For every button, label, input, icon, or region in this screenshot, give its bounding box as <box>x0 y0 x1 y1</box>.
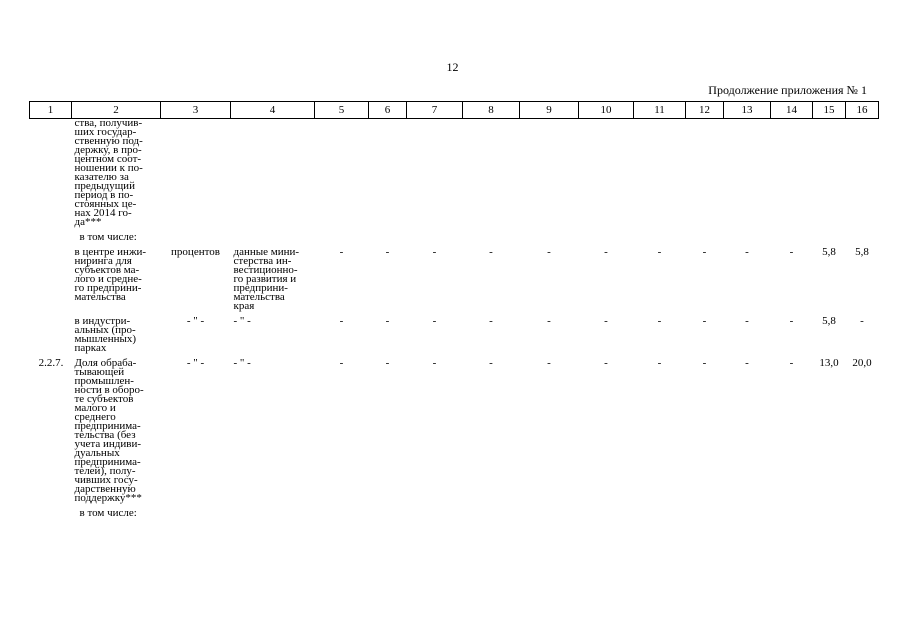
value-cell-8-text: - <box>489 315 493 327</box>
column-header-9: 9 <box>520 102 579 119</box>
value-cell-14 <box>771 248 813 311</box>
value-cell-11 <box>634 248 686 311</box>
column-header-5: 5 <box>315 102 369 119</box>
value-cell-10 <box>579 509 634 518</box>
value-cell-9 <box>520 509 579 518</box>
value-cell-5 <box>315 359 369 503</box>
value-cell-13-text: - <box>745 315 749 327</box>
source-cell-text: - " - <box>233 315 251 327</box>
value-cell-7-text: - <box>432 246 437 258</box>
value-cell-15-text: 5,8 <box>822 246 836 258</box>
value-cell-9 <box>520 359 579 503</box>
value-cell-7 <box>407 317 463 353</box>
value-cell-8 <box>463 233 520 242</box>
value-cell-13 <box>724 359 771 503</box>
value-cell-15 <box>813 119 846 228</box>
column-header-2: 2 <box>72 102 161 119</box>
value-cell-16 <box>846 509 879 518</box>
value-cell-15-text: 5,8 <box>822 315 836 327</box>
value-cell-12-text: - <box>702 357 707 369</box>
indicator-name-text: в индустри- альных (про- мышленных) парках <box>74 315 137 354</box>
value-cell-15 <box>813 248 846 311</box>
value-cell-5-text: - <box>339 246 344 258</box>
value-cell-11-text: - <box>657 246 662 258</box>
value-cell-14 <box>771 233 813 242</box>
indicator-name <box>72 233 161 242</box>
column-header-8: 8 <box>463 102 520 119</box>
value-cell-6-text: - <box>385 246 390 258</box>
value-cell-14-text: - <box>789 315 794 327</box>
value-cell-7 <box>407 233 463 242</box>
continuation-caption: Продолжение приложения № 1 <box>708 83 867 97</box>
unit-cell-text: - " - <box>186 357 205 369</box>
value-cell-9 <box>520 248 579 311</box>
value-cell-5-text: - <box>339 315 344 327</box>
value-cell-14 <box>771 359 813 503</box>
value-cell-10 <box>579 119 634 228</box>
value-cell-12 <box>686 233 724 242</box>
row-number <box>30 248 72 311</box>
value-cell-12-text: - <box>702 315 707 327</box>
source-cell <box>231 233 315 242</box>
source-cell <box>231 119 315 228</box>
source-cell <box>231 359 315 503</box>
source-cell <box>231 317 315 353</box>
value-cell-6-text: - <box>385 315 390 327</box>
row-number <box>30 233 72 242</box>
value-cell-11 <box>634 359 686 503</box>
value-cell-10-text: - <box>604 357 608 369</box>
value-cell-5 <box>315 233 369 242</box>
value-cell-16 <box>846 233 879 242</box>
value-cell-8-text: - <box>489 246 493 258</box>
value-cell-16 <box>846 248 879 311</box>
value-cell-15-text: 13,0 <box>819 357 839 369</box>
unit-cell-text: процентов <box>171 246 220 258</box>
value-cell-15 <box>813 359 846 503</box>
value-cell-11-text: - <box>657 315 662 327</box>
source-cell <box>231 509 315 518</box>
column-header-1: 1 <box>30 102 72 119</box>
value-cell-9-text: - <box>547 246 551 258</box>
column-number-row <box>30 102 879 119</box>
value-cell-16 <box>846 317 879 353</box>
indicator-name <box>72 248 161 311</box>
value-cell-6 <box>369 119 407 228</box>
value-cell-7 <box>407 119 463 228</box>
value-cell-9-text: - <box>547 357 551 369</box>
indicator-name <box>72 359 161 503</box>
column-header-3: 3 <box>161 102 231 119</box>
indicator-name <box>72 509 161 518</box>
indicator-name-text: в том числе: <box>79 231 137 243</box>
value-cell-15 <box>813 317 846 353</box>
value-cell-11-text: - <box>657 357 662 369</box>
column-header-7: 7 <box>407 102 463 119</box>
value-cell-14 <box>771 119 813 228</box>
value-cell-9 <box>520 119 579 228</box>
unit-cell <box>161 248 231 311</box>
value-cell-7 <box>407 248 463 311</box>
value-cell-11 <box>634 317 686 353</box>
value-cell-10 <box>579 248 634 311</box>
indicator-name-text: Доля обраба- тывающей промышлен- ности в оборо- те субъектов малого и среднего предпринима- тельства (без учета индиви- дуальных предпринима- телей), полу- чивших госу- дарственную поддержку*** <box>74 357 144 504</box>
source-cell-text: - " - <box>233 357 251 369</box>
appendix-table <box>29 101 879 524</box>
value-cell-15 <box>813 509 846 518</box>
value-cell-7-text: - <box>432 357 437 369</box>
value-cell-8-text: - <box>489 357 493 369</box>
indicator-name <box>72 317 161 353</box>
value-cell-6-text: - <box>385 357 390 369</box>
value-cell-5-text: - <box>339 357 344 369</box>
column-header-12: 12 <box>686 102 724 119</box>
source-cell-text: данные мини- стерства ин- вестиционно- го развития и предприни- мательства края <box>233 246 300 312</box>
unit-cell <box>161 119 231 228</box>
value-cell-12 <box>686 359 724 503</box>
value-cell-13 <box>724 317 771 353</box>
value-cell-5 <box>315 509 369 518</box>
column-header-11: 11 <box>634 102 686 119</box>
value-cell-16-text: 20,0 <box>852 357 872 369</box>
value-cell-16-text: 5,8 <box>855 246 869 258</box>
value-cell-14 <box>771 317 813 353</box>
column-header-13: 13 <box>724 102 771 119</box>
table-row <box>30 119 879 228</box>
value-cell-14 <box>771 509 813 518</box>
value-cell-12-text: - <box>702 246 707 258</box>
value-cell-13-text: - <box>745 357 749 369</box>
value-cell-8 <box>463 248 520 311</box>
table-row <box>30 317 879 353</box>
column-header-6: 6 <box>369 102 407 119</box>
indicator-name-text: ства, получив- ших государ- ственную под- держку, в про- центном соот- ношении к по- казателю за предыдущий период в по- стоянных це- нах 2014 го- да*** <box>74 117 143 228</box>
row-spacer-cell <box>30 518 879 524</box>
indicator-name-text: в том числе: <box>79 507 137 519</box>
indicator-name-text: в центре инжи- ниринга для субъектов ма- лого и средне- го предприни- мательства <box>74 246 147 303</box>
value-cell-13 <box>724 233 771 242</box>
value-cell-13 <box>724 509 771 518</box>
value-cell-10 <box>579 233 634 242</box>
table-row <box>30 509 879 518</box>
value-cell-16-text: - <box>860 315 864 327</box>
value-cell-13 <box>724 248 771 311</box>
column-header-14: 14 <box>771 102 813 119</box>
source-cell <box>231 248 315 311</box>
value-cell-8 <box>463 509 520 518</box>
value-cell-16 <box>846 359 879 503</box>
indicator-name <box>72 119 161 228</box>
value-cell-10-text: - <box>604 246 608 258</box>
value-cell-5 <box>315 119 369 228</box>
unit-cell <box>161 509 231 518</box>
value-cell-10 <box>579 317 634 353</box>
value-cell-6 <box>369 317 407 353</box>
value-cell-10 <box>579 359 634 503</box>
value-cell-10-text: - <box>604 315 608 327</box>
value-cell-9-text: - <box>547 315 551 327</box>
value-cell-9 <box>520 317 579 353</box>
value-cell-6 <box>369 233 407 242</box>
value-cell-8 <box>463 119 520 228</box>
value-cell-15 <box>813 233 846 242</box>
column-header-4: 4 <box>231 102 315 119</box>
unit-cell <box>161 359 231 503</box>
page-number: 12 <box>446 60 459 74</box>
value-cell-11 <box>634 119 686 228</box>
value-cell-11 <box>634 509 686 518</box>
table-row <box>30 248 879 311</box>
row-number <box>30 119 72 228</box>
value-cell-14-text: - <box>789 246 794 258</box>
value-cell-5 <box>315 317 369 353</box>
table-row <box>30 359 879 503</box>
value-cell-16 <box>846 119 879 228</box>
column-header-16: 16 <box>846 102 879 119</box>
column-header-10: 10 <box>579 102 634 119</box>
column-header-15: 15 <box>813 102 846 119</box>
table-row <box>30 233 879 242</box>
value-cell-7 <box>407 509 463 518</box>
row-number <box>30 317 72 353</box>
row-spacer <box>30 518 879 524</box>
value-cell-13-text: - <box>745 246 749 258</box>
row-number-text: 2.2.7. <box>38 357 64 369</box>
value-cell-8 <box>463 359 520 503</box>
value-cell-14-text: - <box>789 357 794 369</box>
row-number <box>30 359 72 503</box>
value-cell-12 <box>686 119 724 228</box>
value-cell-11 <box>634 233 686 242</box>
value-cell-7 <box>407 359 463 503</box>
value-cell-5 <box>315 248 369 311</box>
unit-cell <box>161 233 231 242</box>
value-cell-8 <box>463 317 520 353</box>
value-cell-6 <box>369 248 407 311</box>
value-cell-13 <box>724 119 771 228</box>
value-cell-7-text: - <box>432 315 437 327</box>
value-cell-6 <box>369 509 407 518</box>
value-cell-6 <box>369 359 407 503</box>
value-cell-9 <box>520 233 579 242</box>
unit-cell <box>161 317 231 353</box>
row-number <box>30 509 72 518</box>
value-cell-12 <box>686 317 724 353</box>
value-cell-12 <box>686 248 724 311</box>
value-cell-12 <box>686 509 724 518</box>
unit-cell-text: - " - <box>186 315 205 327</box>
